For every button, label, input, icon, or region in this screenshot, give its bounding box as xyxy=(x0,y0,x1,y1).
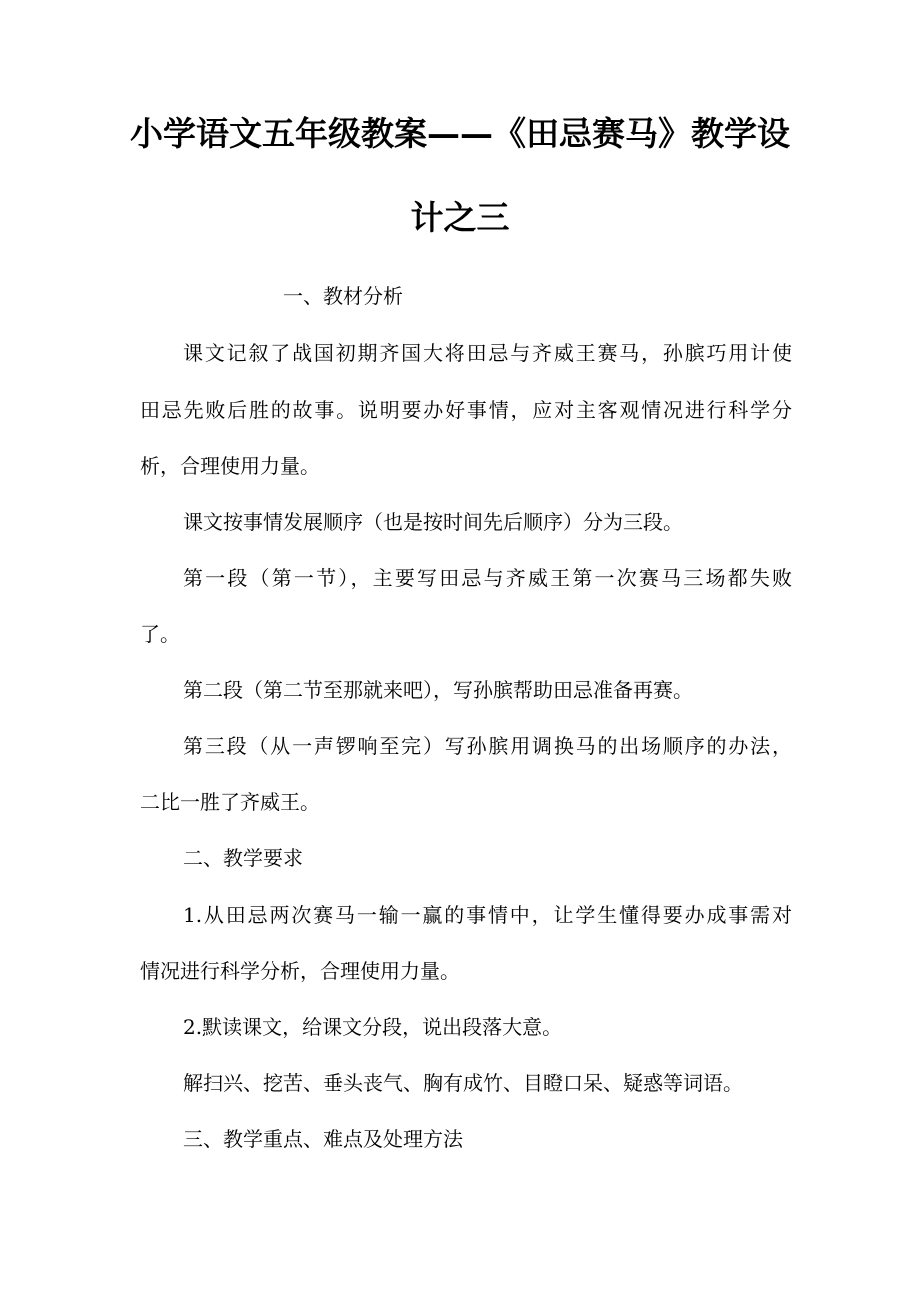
paragraph-line: 第一段（第一节），主要写田忌与齐威王第一次赛马三场都失败 xyxy=(183,566,792,590)
section-heading-3: 三、教学重点、难点及处理方法 xyxy=(183,1127,463,1151)
paragraph-line: 1.从田忌两次赛马一输一赢的事情中，让学生懂得要办成事需对 xyxy=(183,903,792,927)
paragraph-line: 第二段（第二节至那就来吧），写孙膑帮助田忌准备再赛。 xyxy=(183,678,693,702)
section-heading-1: 一、教材分析 xyxy=(283,284,403,308)
document-title-line-1: 小学语文五年级教案——《田忌赛马》教学设 xyxy=(130,114,790,153)
paragraph-line: 析，合理使用力量。 xyxy=(140,454,320,478)
section-heading-2: 二、教学要求 xyxy=(183,846,303,870)
paragraph-line: 课文记叙了战国初期齐国大将田忌与齐威王赛马，孙膑巧用计使 xyxy=(183,341,792,365)
paragraph-line: 解扫兴、挖苦、垂头丧气、胸有成竹、目瞪口呆、疑惑等词语。 xyxy=(183,1071,743,1095)
paragraph-line: 田忌先败后胜的故事。说明要办好事情，应对主客观情况进行科学分 xyxy=(140,398,792,422)
paragraph-line: 了。 xyxy=(140,622,180,646)
paragraph-line: 第三段（从一声锣响至完）写孙膑用调换马的出场顺序的办法， xyxy=(183,734,792,758)
paragraph-line: 二比一胜了齐威王。 xyxy=(140,790,320,814)
paragraph-line: 情况进行科学分析，合理使用力量。 xyxy=(140,959,460,983)
paragraph-line: 2.默读课文，给课文分段，说出段落大意。 xyxy=(183,1015,563,1039)
paragraph-line: 课文按事情发展顺序（也是按时间先后顺序）分为三段。 xyxy=(183,510,683,534)
document-title-line-2: 计之三 xyxy=(410,198,510,237)
